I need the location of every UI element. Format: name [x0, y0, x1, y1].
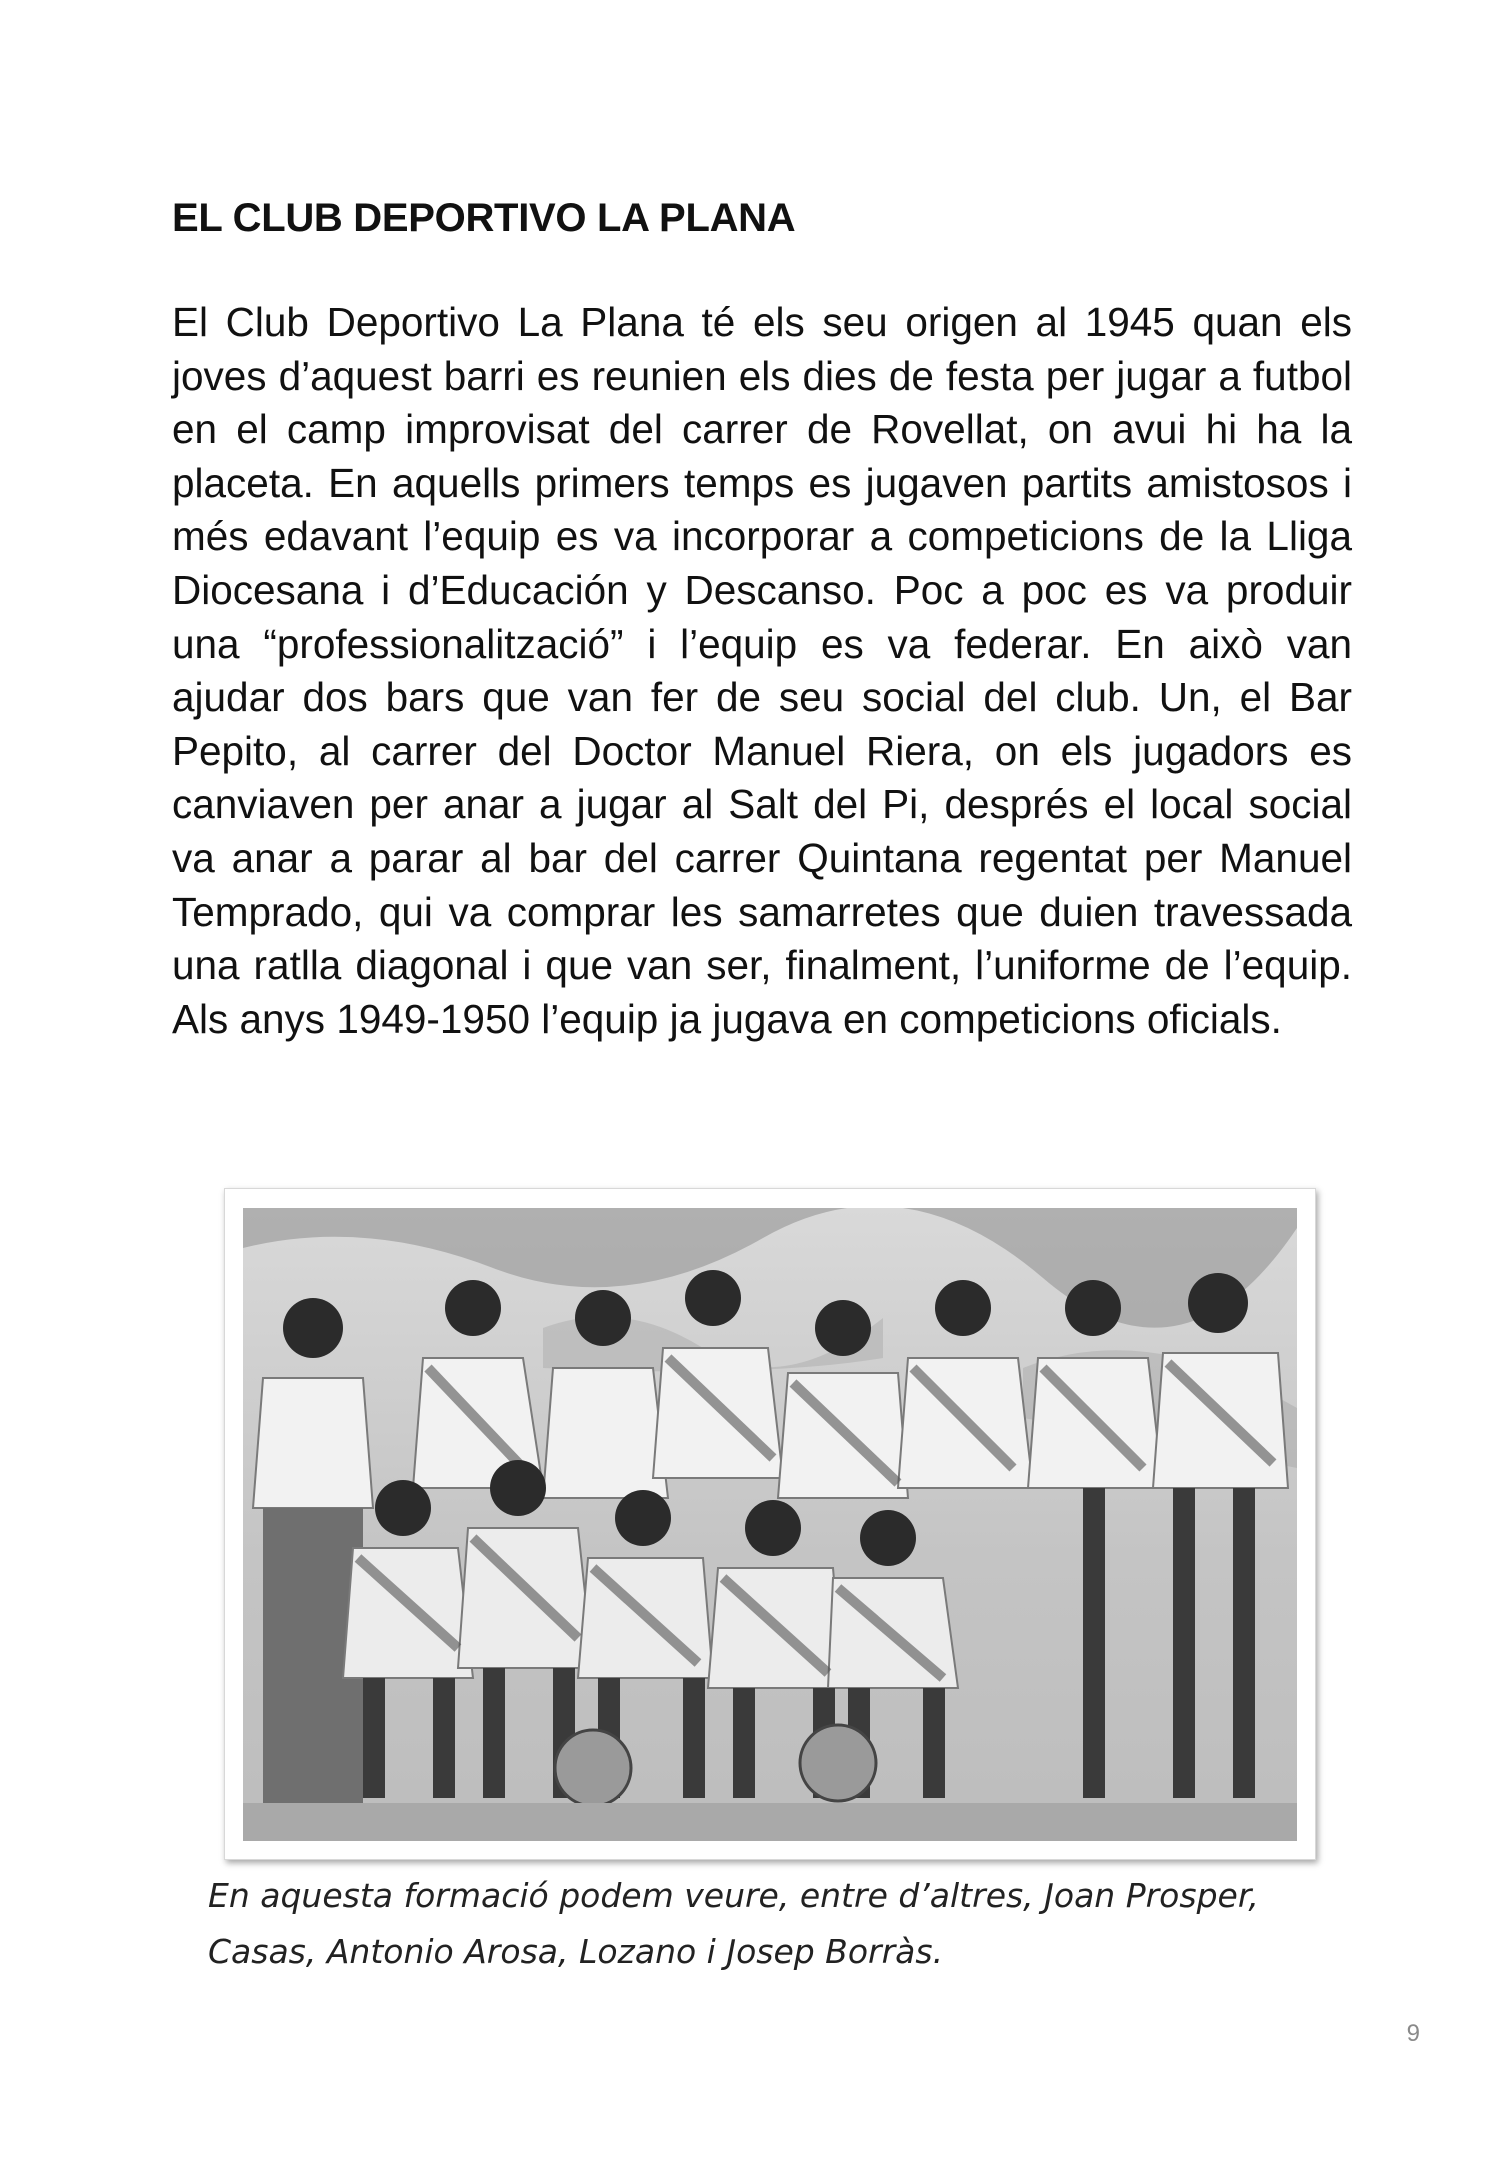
- team-photo: [243, 1208, 1297, 1841]
- page-title: EL CLUB DEPORTIVO LA PLANA: [172, 196, 796, 240]
- page-number: 9: [1406, 2020, 1420, 2047]
- body-paragraph: El Club Deportivo La Plana té els seu origen al 1945 quan els joves d’aquest barri es reunien els dies de festa per jugar a futbol en el camp improvisat del carrer de Rovellat, on avui hi ha la placeta. En aquells primers temps es jugaven partits amistosos i més edavant l’equip es va incorporar a competicions de la Lliga Diocesana i d’Educación y Descanso. Poc a poc es va produir una “professionalització” i l’equip es va federar. En això van ajudar dos bars que van fer de seu social del club. Un, el Bar Pepito, al carrer del Doctor Manuel Riera, on els jugadors es canviaven per anar a jugar al Salt del Pi, després el local social va anar a parar al bar del carrer Quintana regentat per Manuel Temprado, qui va comprar les samarretes que duien travessada una ratlla diagonal i que van ser, finalment, l’uniforme de l’equip. Als anys 1949-1950 l’equip ja jugava en competicions oficials.: [172, 299, 1352, 1042]
- photo-caption: En aquesta formació podem veure, entre d’altres, Joan Prosper, Casas, Antonio Arosa, Lozano i Josep Borràs.: [208, 1876, 1259, 1971]
- team-photo-frame: [224, 1188, 1316, 1860]
